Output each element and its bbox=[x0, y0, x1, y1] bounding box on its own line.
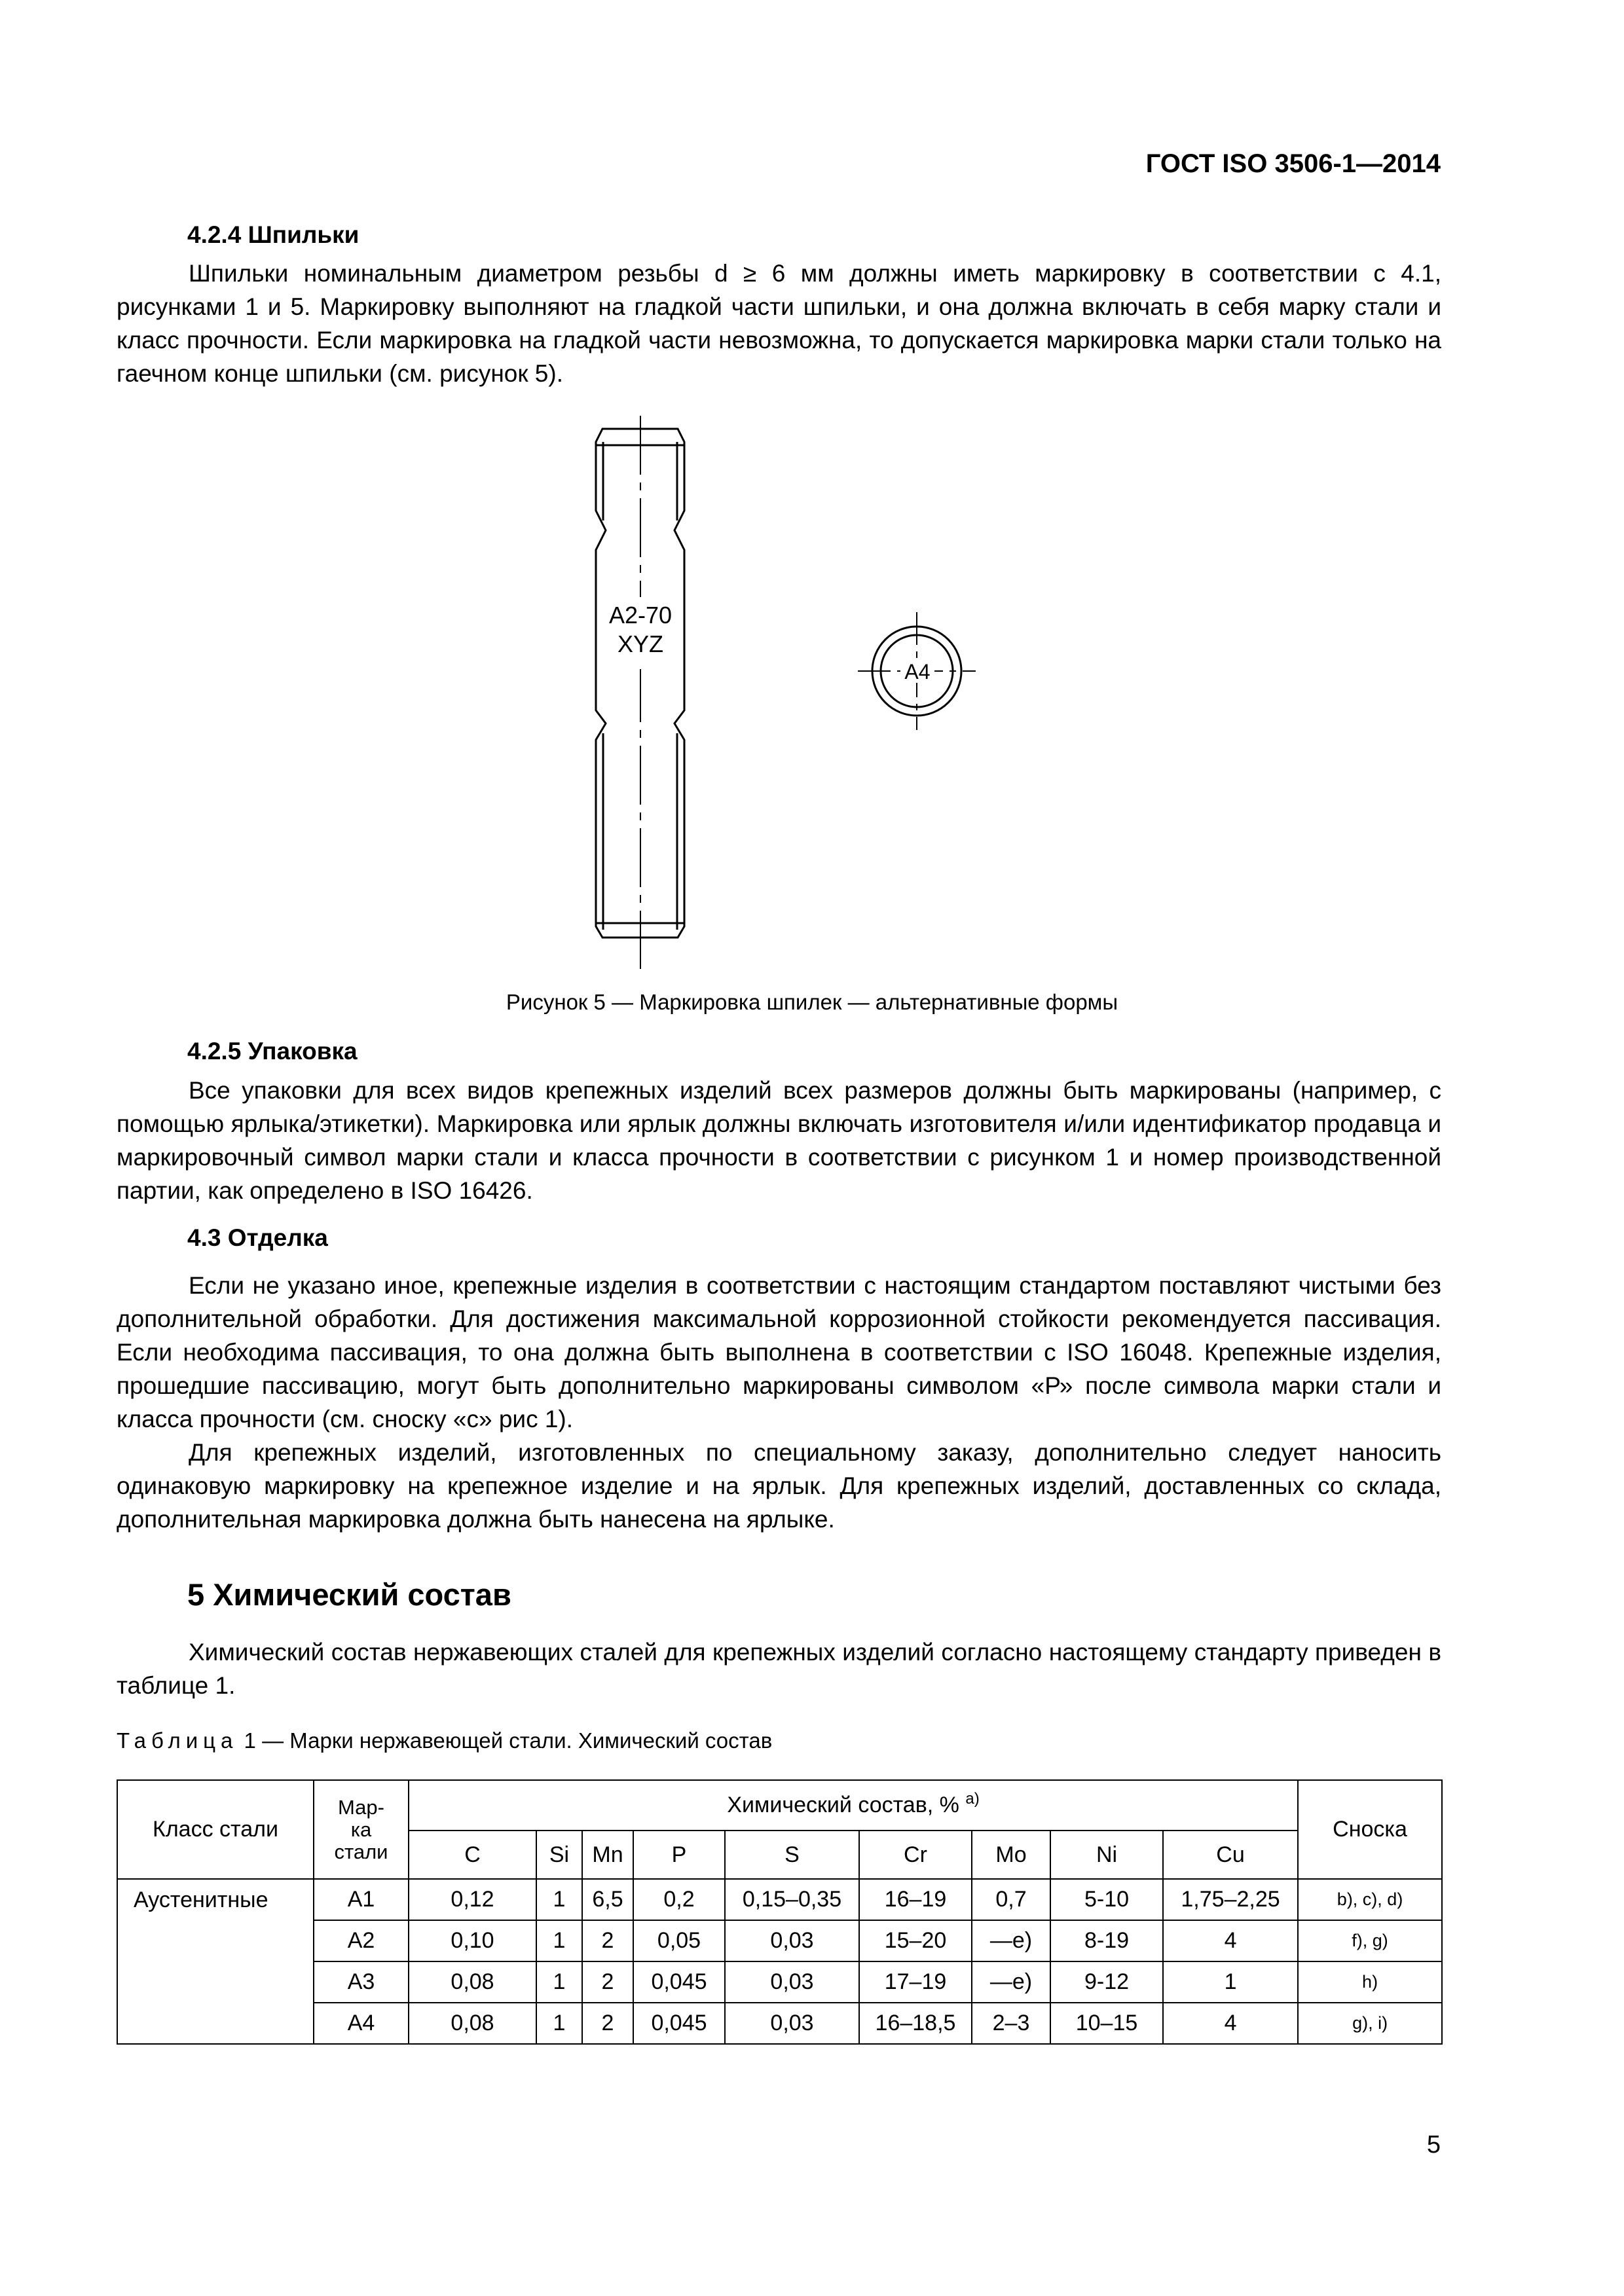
paragraph: Все упаковки для всех видов крепежных изделий всех размеров должны быть маркированы (например, с помощью ярлыка/этикетки). Маркировка или ярлык должны включать изготовителя и/или идентификатор продавца и маркировочный символ марки стали и класса прочности в соответствии с рисунком 1 и номер производственной партии, как определено в ISO 16426. bbox=[117, 1077, 1441, 1204]
page-number: 5 bbox=[1426, 2131, 1441, 2159]
section-text-4-2-5 bbox=[117, 1074, 1441, 1207]
value-cell: 0,7 bbox=[972, 1879, 1050, 1920]
table-1-caption bbox=[117, 1728, 772, 1753]
footnote-mark: a) bbox=[965, 1790, 980, 1808]
value-cell: 0,08 bbox=[409, 2003, 536, 2044]
footnote-cell: f), g) bbox=[1298, 1920, 1442, 1961]
value-cell: 16–18,5 bbox=[859, 2003, 972, 2044]
grade-cell: A1 bbox=[314, 1879, 409, 1920]
section-heading-4-2-5: 4.2.5 Упаковка bbox=[187, 1038, 358, 1065]
paragraph: Если не указано иное, крепежные изделия в соответствии с настоящим стандартом поставляют чистыми без дополнительной обработки. Для достижения максимальной коррозионной стойкости рекомендуется пассивация. Если необходима пассивация, то она должна быть выполнена в соответствии с ISO 16048. Крепежные изделия, прошедшие пассивацию, могут быть дополнительно маркированы символом «Р» после символа марки стали и класса прочности (см. сноску «с» рис 1). bbox=[117, 1272, 1441, 1432]
value-cell: —e) bbox=[972, 1961, 1050, 2003]
footnote-cell: g), i) bbox=[1298, 2003, 1442, 2044]
value-cell: 9-12 bbox=[1050, 1961, 1163, 2003]
value-cell: 1 bbox=[536, 1961, 582, 2003]
value-cell: 8-19 bbox=[1050, 1920, 1163, 1961]
section-heading-4-3: 4.3 Отделка bbox=[187, 1224, 328, 1251]
value-cell: 6,5 bbox=[582, 1879, 633, 1920]
value-cell: 15–20 bbox=[859, 1920, 972, 1961]
header-element: Mn bbox=[582, 1831, 633, 1879]
header-element: Mo bbox=[972, 1831, 1050, 1879]
steel-class-cell: Аустенитные bbox=[117, 1879, 314, 2044]
header-element: C bbox=[409, 1831, 536, 1879]
stud-end-marking: A4 bbox=[904, 660, 931, 683]
header-element: Si bbox=[536, 1831, 582, 1879]
header-chemical-composition bbox=[409, 1780, 1298, 1831]
value-cell: 0,05 bbox=[633, 1920, 725, 1961]
value-cell: 0,03 bbox=[725, 1920, 859, 1961]
table-row bbox=[117, 1879, 1442, 1920]
section-text-4-3 bbox=[117, 1269, 1441, 1536]
stud-marking-maker: XYZ bbox=[617, 630, 664, 657]
document-header: ГОСТ ISO 3506-1—2014 bbox=[1145, 149, 1441, 178]
value-cell: 2 bbox=[582, 2003, 633, 2044]
value-cell: 0,10 bbox=[409, 1920, 536, 1961]
paragraph: Для крепежных изделий, изготовленных по специальному заказу, дополнительно следует наносить одинаковую маркировку на крепежное изделие и на ярлык. Для крепежных изделий, доставленных со склада, дополнительная маркировка должна быть нанесена на ярлыке. bbox=[117, 1439, 1441, 1533]
value-cell: 1 bbox=[1163, 1961, 1298, 2003]
section-text-5 bbox=[117, 1635, 1441, 1702]
table-row bbox=[117, 1920, 1442, 1961]
header-element: S bbox=[725, 1831, 859, 1879]
value-cell: 10–15 bbox=[1050, 2003, 1163, 2044]
value-cell: 1 bbox=[536, 2003, 582, 2044]
value-cell: 0,03 bbox=[725, 1961, 859, 2003]
footnote-cell: b), c), d) bbox=[1298, 1879, 1442, 1920]
paragraph: Химический состав нержавеющих сталей для крепежных изделий согласно настоящему стандарту приведен в таблице 1. bbox=[117, 1639, 1441, 1699]
value-cell: 16–19 bbox=[859, 1879, 972, 1920]
grade-cell: A4 bbox=[314, 2003, 409, 2044]
table-caption-text: 1 — Марки нержавеющей стали. Химический состав bbox=[238, 1728, 773, 1753]
stud-marking-grade: A2-70 bbox=[608, 602, 673, 629]
section-heading-4-2-4: 4.2.4 Шпильки bbox=[187, 221, 360, 248]
grade-cell: A3 bbox=[314, 1961, 409, 2003]
header-element: P bbox=[633, 1831, 725, 1879]
value-cell: 4 bbox=[1163, 2003, 1298, 2044]
header-element: Ni bbox=[1050, 1831, 1163, 1879]
value-cell: 0,08 bbox=[409, 1961, 536, 2003]
value-cell: 0,045 bbox=[633, 2003, 725, 2044]
value-cell: 1 bbox=[536, 1879, 582, 1920]
table-caption-prefix: Таблица bbox=[117, 1728, 238, 1753]
header-footnote: Сноска bbox=[1298, 1780, 1442, 1879]
value-cell: 2 bbox=[582, 1920, 633, 1961]
value-cell: 0,03 bbox=[725, 2003, 859, 2044]
value-cell: 17–19 bbox=[859, 1961, 972, 2003]
value-cell: 5-10 bbox=[1050, 1879, 1163, 1920]
value-cell: 0,045 bbox=[633, 1961, 725, 2003]
table-row bbox=[117, 2003, 1442, 2044]
value-cell: 0,15–0,35 bbox=[725, 1879, 859, 1920]
value-cell: —e) bbox=[972, 1920, 1050, 1961]
chemical-composition-table bbox=[117, 1779, 1443, 2045]
value-cell: 1 bbox=[536, 1920, 582, 1961]
value-cell: 0,12 bbox=[409, 1879, 536, 1920]
table-row bbox=[117, 1961, 1442, 2003]
value-cell: 2–3 bbox=[972, 2003, 1050, 2044]
paragraph: Шпильки номинальным диаметром резьбы d ≥ 6 мм должны иметь маркировку в соответствии с 4.1, рисунками 1 и 5. Маркировку выполняют на гладкой части шпильки, и она должна включать в себя марку стали и класс прочности. Если маркировка на гладкой части невозможна, то допускается маркировка марки стали только на гаечном конце шпильки (см. рисунок 5). bbox=[117, 260, 1441, 387]
value-cell: 0,2 bbox=[633, 1879, 725, 1920]
header-chem-text: Химический состав, % bbox=[727, 1793, 959, 1817]
header-element: Cr bbox=[859, 1831, 972, 1879]
header-steel-class: Класс стали bbox=[117, 1780, 314, 1879]
value-cell: 4 bbox=[1163, 1920, 1298, 1961]
value-cell: 1,75–2,25 bbox=[1163, 1879, 1298, 1920]
footnote-cell: h) bbox=[1298, 1961, 1442, 2003]
header-element: Cu bbox=[1163, 1831, 1298, 1879]
value-cell: 2 bbox=[582, 1961, 633, 2003]
header-steel-grade: Мар- ка стали bbox=[314, 1780, 409, 1879]
figure-5-caption: Рисунок 5 — Маркировка шпилек — альтернативные формы bbox=[506, 990, 1118, 1014]
grade-cell: A2 bbox=[314, 1920, 409, 1961]
section-heading-5: 5 Химический состав bbox=[187, 1577, 511, 1612]
